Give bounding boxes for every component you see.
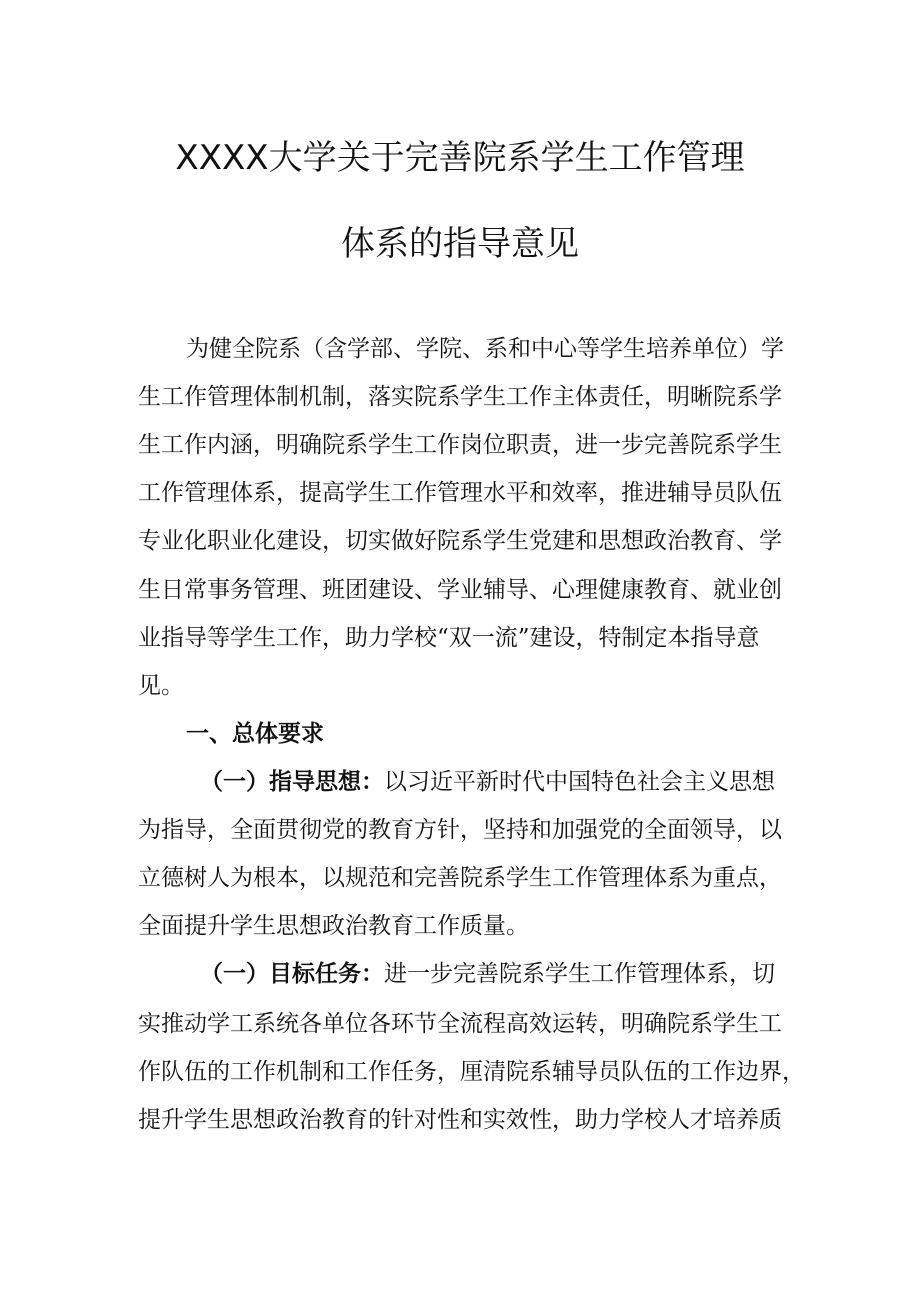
intro-line-5: 专业化职业化建设，切实做好院系学生党建和思想政治教育、学 (138, 528, 782, 554)
intro-line-3: 生工作内涵，明确院系学生工作岗位职责，进一步完善院系学生 (138, 432, 782, 458)
item-1-first-line (200, 767, 775, 797)
intro-line-6: 生日常事务管理、班团建设、学业辅导、心理健康教育、就业创 (138, 577, 782, 603)
item-1-line-4: 全面提升学生思想政治教育工作质量。 (138, 913, 529, 939)
document-title-line-2: 体系的指导意见 (341, 224, 579, 264)
intro-line-8: 见。 (138, 673, 184, 699)
item-2-line-3: 作队伍的工作机制和工作任务，厘清院系辅导员队伍的工作边界， (138, 1059, 805, 1085)
document-title-line-1: XXXX大学关于完善院系学生工作管理 (175, 138, 745, 178)
intro-line-2: 生工作管理体制机制，落实院系学生工作主体责任，明晰院系学 (138, 384, 782, 410)
item-2-label: （一）目标任务： (200, 960, 384, 987)
item-2-first-line (200, 959, 775, 989)
item-1-line-3: 立德树人为根本，以规范和完善院系学生工作管理体系为重点， (138, 865, 782, 891)
item-2-line-2: 实推动学工系统各单位各环节全流程高效运转，明确院系学生工 (138, 1011, 782, 1037)
item-2-line-4: 提升学生思想政治教育的针对性和实效性，助力学校人才培养质 (138, 1107, 782, 1133)
section-heading-1: 一、总体要求 (186, 720, 324, 747)
intro-line-1: 为健全院系（含学部、学院、系和中心等学生培养单位）学 (186, 336, 784, 362)
intro-line-7: 业指导等学生工作，助力学校“双一流”建设，特制定本指导意 (138, 625, 760, 651)
item-1-line-2: 为指导，全面贯彻党的教育方针，坚持和加强党的全面领导，以 (138, 817, 782, 843)
item-1-text: 以习近平新时代中国特色社会主义思想 (384, 769, 775, 795)
item-1-label: （一）指导思想： (200, 768, 384, 795)
intro-line-4: 工作管理体系，提高学生工作管理水平和效率，推进辅导员队伍 (138, 480, 782, 506)
item-2-text: 进一步完善院系学生工作管理体系，切 (384, 961, 775, 987)
